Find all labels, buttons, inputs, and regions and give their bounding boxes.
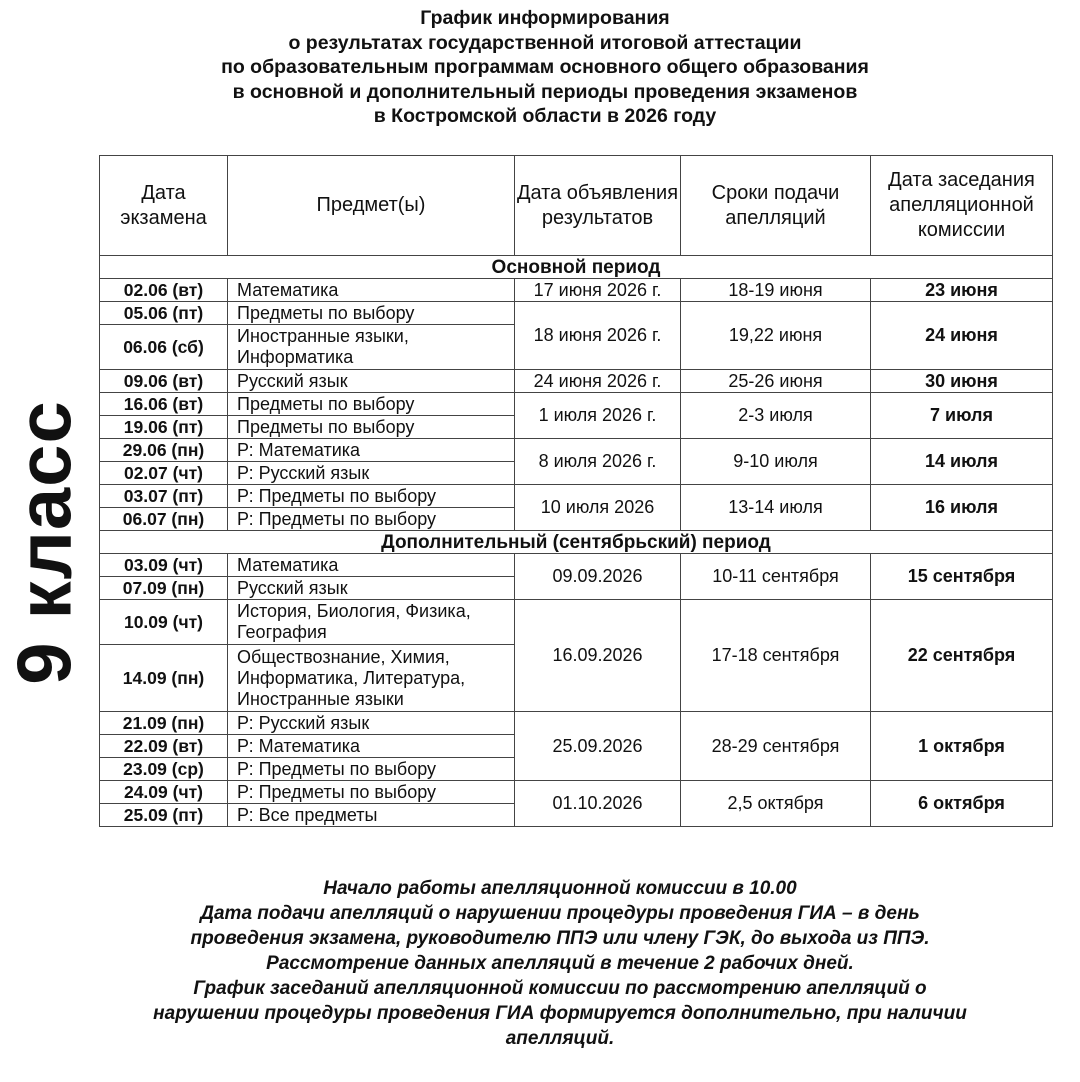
exam-subject: Предметы по выбору [228,393,515,416]
announce-date: 10 июля 2026 [515,485,681,531]
announce-date: 16.09.2026 [515,600,681,712]
commission-date: 15 сентября [871,554,1053,600]
exam-date: 22.09 (вт) [100,735,228,758]
exam-date: 06.06 (сб) [100,325,228,370]
exam-subject: Р: Предметы по выбору [228,485,515,508]
exam-date: 14.09 (пн) [100,645,228,712]
exam-subject: Р: Русский язык [228,462,515,485]
exam-date: 03.09 (чт) [100,554,228,577]
table-row [100,393,1053,416]
exam-date: 23.09 (ср) [100,758,228,781]
appeal-terms: 2,5 октября [681,781,871,827]
appeal-terms: 2-3 июля [681,393,871,439]
exam-subject: История, Биология, Физика, География [228,600,515,645]
exam-subject: Предметы по выбору [228,302,515,325]
exam-subject: Р: Математика [228,439,515,462]
commission-date: 22 сентября [871,600,1053,712]
note-line: апелляций. [505,1028,615,1049]
note-line: проведения экзамена, руководителю ППЭ или члену ГЭК, до выхода из ППЭ. [190,928,930,949]
header-appeal-terms: Сроки подачи апелляций [681,156,871,256]
title-line: График информирования [420,7,670,29]
note-line: нарушении процедуры проведения ГИА формируется дополнительно, при наличии [153,1003,967,1024]
title-line: о результатах государственной итоговой аттестации [288,31,802,54]
table-row [100,554,1053,577]
appeal-terms: 17-18 сентября [681,600,871,712]
note-line: Дата подачи апелляций о нарушении процедуры проведения ГИА – в день [200,903,920,924]
appeal-terms: 19,22 июня [681,302,871,370]
commission-date: 6 октября [871,781,1053,827]
title-line: в Костромской области в 2026 году [373,105,717,127]
grade-label-text: 9 класс [2,399,88,685]
header-exam-date: Дата экзамена [100,156,228,256]
header-subjects: Предмет(ы) [228,156,515,256]
appeal-terms: 18-19 июня [681,279,871,302]
table-header-row [100,156,1053,256]
announce-date: 1 июля 2026 г. [515,393,681,439]
period-title-additional: Дополнительный (сентябрьский) период [100,531,1053,554]
commission-date: 16 июля [871,485,1053,531]
table-row [100,439,1053,462]
table-row [100,370,1053,393]
table-row [100,712,1053,735]
schedule-table [99,155,1053,827]
appeal-terms: 9-10 июля [681,439,871,485]
exam-subject: Предметы по выбору [228,416,515,439]
commission-date: 1 октября [871,712,1053,781]
title-line: в основной и дополнительный периоды проведения экзаменов [232,80,858,103]
commission-date: 23 июня [871,279,1053,302]
footnotes [100,876,1020,1051]
exam-subject: Русский язык [228,577,515,600]
announce-date: 18 июня 2026 г. [515,302,681,370]
period-row [100,531,1053,554]
table-row [100,302,1053,325]
exam-subject: Р: Предметы по выбору [228,508,515,531]
exam-subject: Р: Все предметы [228,804,515,827]
period-row [100,256,1053,279]
table-row [100,485,1053,508]
appeal-terms: 13-14 июля [681,485,871,531]
exam-subject: Р: Математика [228,735,515,758]
exam-date: 21.09 (пн) [100,712,228,735]
header-announce-date: Дата объявления результатов [515,156,681,256]
exam-subject: Математика [228,554,515,577]
table-row [100,600,1053,645]
exam-date: 29.06 (пн) [100,439,228,462]
exam-subject: Р: Русский язык [228,712,515,735]
document-title [150,6,940,129]
exam-subject: Р: Предметы по выбору [228,758,515,781]
exam-date: 16.06 (вт) [100,393,228,416]
exam-subject: Иностранные языки, Информатика [228,325,515,370]
period-title-main: Основной период [100,256,1053,279]
announce-date: 25.09.2026 [515,712,681,781]
exam-date: 10.09 (чт) [100,600,228,645]
announce-date: 24 июня 2026 г. [515,370,681,393]
commission-date: 7 июля [871,393,1053,439]
exam-date: 05.06 (пт) [100,302,228,325]
announce-date: 09.09.2026 [515,554,681,600]
exam-date: 02.06 (вт) [100,279,228,302]
table-row [100,781,1053,804]
note-line: Рассмотрение данных апелляций в течение 2 рабочих дней. [266,953,854,974]
note-line: График заседаний апелляционной комиссии по рассмотрению апелляций о [193,978,927,999]
exam-subject: Обществознание, Химия, Информатика, Литература, Иностранные языки [228,645,515,712]
announce-date: 8 июля 2026 г. [515,439,681,485]
exam-date: 25.09 (пт) [100,804,228,827]
exam-date: 03.07 (пт) [100,485,228,508]
appeal-terms: 10-11 сентября [681,554,871,600]
exam-date: 09.06 (вт) [100,370,228,393]
header-commission-date: Дата заседания апелляционной комиссии [871,156,1053,256]
exam-subject: Русский язык [228,370,515,393]
exam-subject: Математика [228,279,515,302]
exam-date: 19.06 (пт) [100,416,228,439]
appeal-terms: 28-29 сентября [681,712,871,781]
exam-date: 02.07 (чт) [100,462,228,485]
commission-date: 30 июня [871,370,1053,393]
announce-date: 17 июня 2026 г. [515,279,681,302]
note-line: Начало работы апелляционной комиссии в 10.00 [323,878,797,899]
exam-subject: Р: Предметы по выбору [228,781,515,804]
exam-date: 06.07 (пн) [100,508,228,531]
announce-date: 01.10.2026 [515,781,681,827]
exam-date: 07.09 (пн) [100,577,228,600]
commission-date: 14 июля [871,439,1053,485]
commission-date: 24 июня [871,302,1053,370]
title-line: по образовательным программам основного общего образования [221,56,869,78]
table-row [100,279,1053,302]
grade-side-label [3,392,87,692]
appeal-terms: 25-26 июня [681,370,871,393]
exam-date: 24.09 (чт) [100,781,228,804]
